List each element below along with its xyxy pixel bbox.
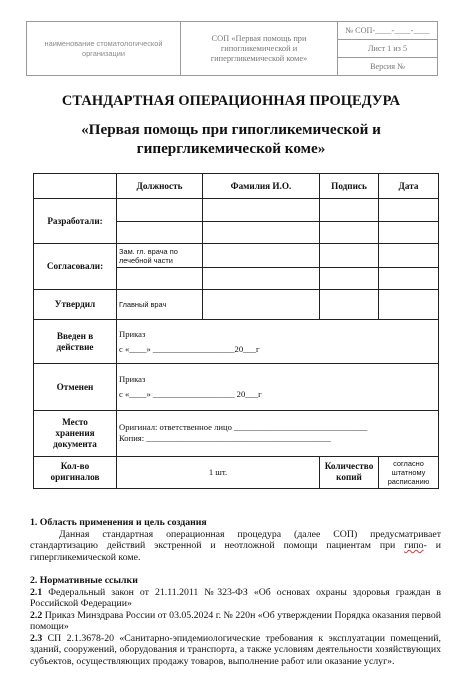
cell-input[interactable] bbox=[320, 222, 379, 244]
approval-table bbox=[33, 173, 439, 489]
storage-cell[interactable] bbox=[117, 410, 439, 456]
item-2-2-number: 2.2 bbox=[30, 609, 43, 621]
item-2-1-text: Федеральный закон от 21.11.2011 №323-ФЗ «Об основах охраны здоровья граждан в Российской Федерации» bbox=[30, 586, 441, 609]
order-label: Приказ bbox=[119, 328, 146, 339]
storage-label-3: документа bbox=[53, 438, 97, 449]
document-body bbox=[30, 517, 441, 667]
cell-input[interactable] bbox=[117, 199, 203, 222]
row-count-label bbox=[34, 456, 117, 488]
storage-original-line[interactable]: Оригинал: ответственное лицо _______________________________ bbox=[119, 422, 368, 433]
version-number: Версия № bbox=[338, 58, 438, 76]
cell-input[interactable] bbox=[320, 244, 379, 267]
section-1-title: 1. Область применения и цель создания bbox=[30, 517, 207, 528]
cell-input[interactable] bbox=[203, 222, 320, 244]
cancel-order-date-line[interactable]: с «____» ___________________ 20___г bbox=[119, 389, 262, 400]
sop-number: № СОП-____-____-____ bbox=[338, 22, 438, 40]
cell-input[interactable] bbox=[320, 289, 379, 320]
storage-copy-line[interactable]: Копия: ___________________________________________ bbox=[119, 433, 332, 444]
cell-input[interactable] bbox=[379, 244, 439, 267]
introduced-label-2: действие bbox=[56, 341, 94, 352]
section-1-text-b: - и гипергликемической коме. bbox=[30, 540, 441, 563]
cell-input[interactable] bbox=[379, 222, 439, 244]
cell-input[interactable] bbox=[117, 267, 203, 289]
count-label-2: оригиналов bbox=[50, 472, 100, 483]
copies-value: согласно штатному расписанию bbox=[379, 456, 439, 488]
section-2-1 bbox=[30, 587, 441, 610]
item-2-1-number: 2.1 bbox=[30, 586, 43, 598]
cell-input[interactable] bbox=[203, 244, 320, 267]
copies-label bbox=[320, 456, 379, 488]
order-date-line[interactable]: с «____» ___________________20___г bbox=[119, 343, 260, 354]
storage-label-2: хранения bbox=[55, 427, 95, 438]
cell-input[interactable] bbox=[379, 289, 439, 320]
col-date-header: Дата bbox=[379, 174, 439, 199]
introduced-label-1: Введен в bbox=[56, 330, 94, 341]
cell-input[interactable] bbox=[379, 199, 439, 222]
spellcheck-word: гипо bbox=[404, 540, 424, 551]
cell-input[interactable] bbox=[203, 289, 320, 320]
originals-count: 1 шт. bbox=[117, 456, 320, 488]
cell-input[interactable] bbox=[203, 199, 320, 222]
row-storage-label bbox=[34, 410, 117, 456]
cell-input[interactable] bbox=[203, 267, 320, 289]
count-label-1: Кол-во bbox=[60, 461, 90, 472]
row-introduced-label bbox=[34, 320, 117, 364]
item-2-2-text: Приказ Минздрава России от 03.05.2024 г. № 220н «Об утверждении Порядка оказания первой помощи» bbox=[30, 609, 441, 632]
introduced-order-cell[interactable] bbox=[117, 320, 439, 364]
section-2-title: 2. Нормативные ссылки bbox=[30, 575, 138, 586]
row-agreed-label: Согласовали: bbox=[34, 244, 117, 289]
document-subtitle bbox=[0, 120, 462, 158]
subtitle-line-1: «Первая помощь при гипогликемической и bbox=[81, 121, 381, 138]
copies-label-1: Количество bbox=[324, 461, 374, 472]
section-2-3 bbox=[30, 633, 441, 668]
sop-title-cell: СОП «Первая помощь при гипогликемической и гипергликемической коме» bbox=[181, 22, 338, 76]
subtitle-line-2: гипергликемической коме» bbox=[136, 140, 326, 157]
item-2-3-text: СП 2.1.3678-20 «Санитарно-эпидемиологические требования к эксплуатации помещений, зданий, сооружений, оборудования и транспорта, а также условиям деятельности хозяйствующих субъектов, осуществляющих продажу товаров, выполнение работ или оказание услуг». bbox=[30, 632, 441, 667]
cancel-order-label: Приказ bbox=[119, 374, 146, 385]
row-approved-label: Утвердил bbox=[34, 289, 117, 320]
org-name: наименование стоматологической организации bbox=[27, 22, 181, 76]
row-cancelled-label: Отменен bbox=[34, 364, 117, 410]
table-corner bbox=[34, 174, 117, 199]
cancel-order-cell[interactable] bbox=[117, 364, 439, 410]
cell-input[interactable] bbox=[117, 222, 203, 244]
sheet-number: Лист 1 из 5 bbox=[338, 40, 438, 58]
storage-label-1: Место bbox=[62, 416, 88, 427]
row-developed-label: Разработали: bbox=[34, 199, 117, 244]
col-signature-header: Подпись bbox=[320, 174, 379, 199]
cell-input[interactable] bbox=[379, 267, 439, 289]
col-name-header: Фамилия И.О. bbox=[203, 174, 320, 199]
agreed-position: Зам. гл. врача по лечебной части bbox=[117, 244, 203, 267]
copies-label-2: копий bbox=[336, 472, 362, 483]
section-1-text bbox=[30, 529, 441, 564]
document-header bbox=[26, 21, 438, 76]
approved-position: Главный врач bbox=[117, 289, 203, 320]
document-title: СТАНДАРТНАЯ ОПЕРАЦИОННАЯ ПРОЦЕДУРА bbox=[61, 93, 401, 109]
col-position-header: Должность bbox=[117, 174, 203, 199]
item-2-3-number: 2.3 bbox=[30, 632, 43, 644]
cell-input[interactable] bbox=[320, 267, 379, 289]
cell-input[interactable] bbox=[320, 199, 379, 222]
section-2-2 bbox=[30, 610, 441, 633]
section-1-text-a: Данная стандартная операционная процедура (далее СОП) предусматривает стандартизацию действий экстренной и неотложной помощи пациентам при bbox=[30, 528, 441, 551]
